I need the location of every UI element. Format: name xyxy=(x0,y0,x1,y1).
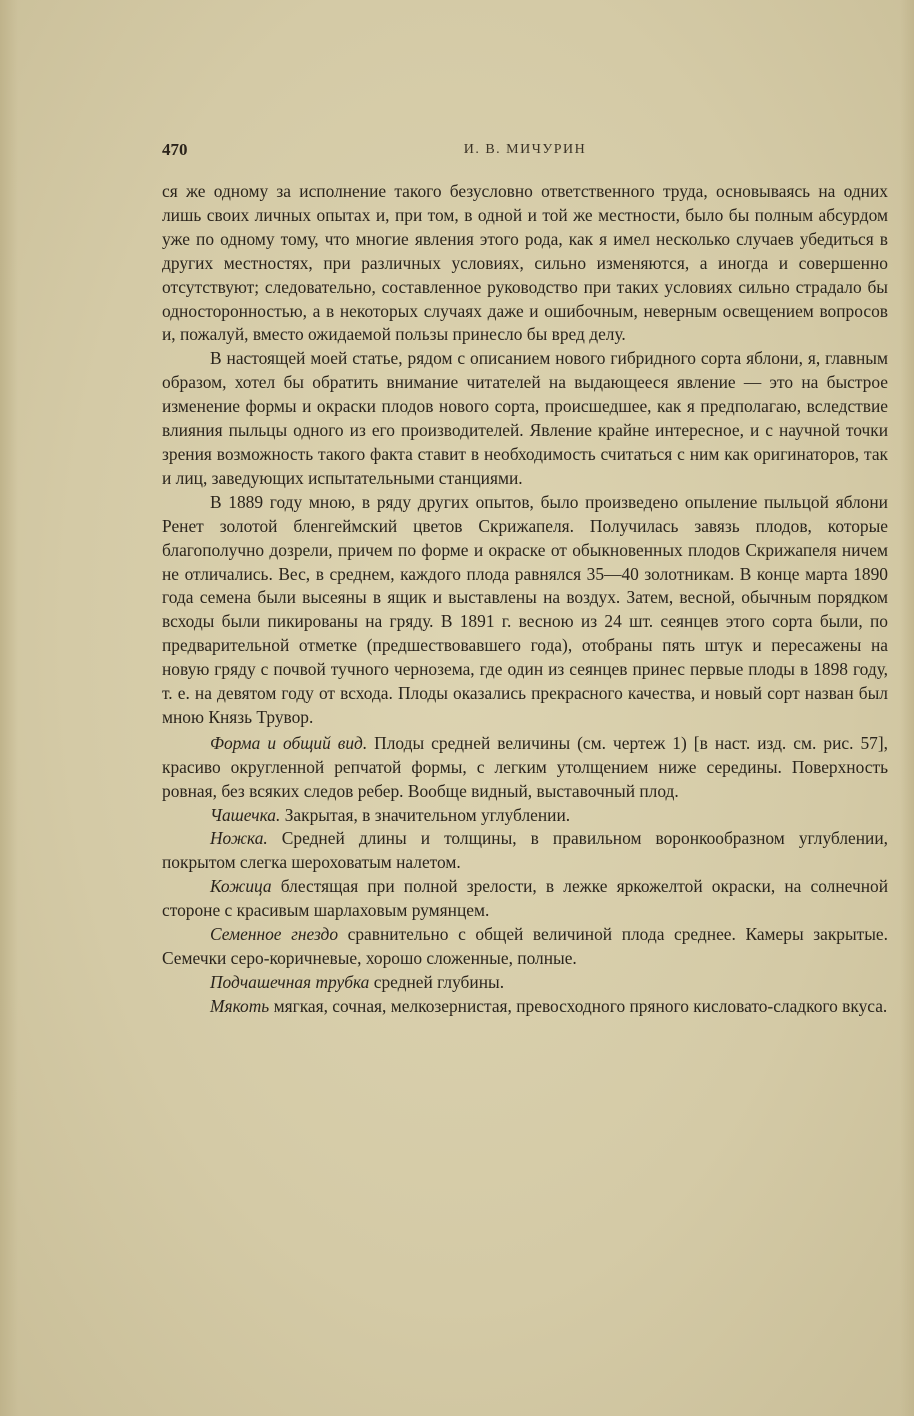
paragraph-lead: Ножка. xyxy=(210,828,268,849)
paragraph-intro xyxy=(162,347,888,490)
paragraph-text: мягкая, сочная, мелкозернистая, превосходного пряного кисловато-сладкого вкуса. xyxy=(269,995,888,1016)
paragraph-text: ся же одному за исполнение такого безусловно ответственного труда, основываясь на одних лишь своих личных опытах и, при том, в одной и той же местности, было бы полным абсурдом уже по одному тому, что многие явления этого рода, как я имел несколько случаев убедиться в других местностях, при различных условиях, сильно изменяются, а иногда и совершенно отсутствуют; следовательно, составленное руководство при таких условиях сильно страдало бы односторонностью, а в некоторых случаях даже и ошибочным, неверным освещением вопросов и, пожалуй, вместо ожидаемой пользы принесло бы вред делу. xyxy=(162,181,888,345)
paragraph-form xyxy=(162,732,888,804)
paragraph-text: В настоящей моей статье, рядом с описанием нового гибридного сорта яблони, я, главным образом, хотел бы обратить внимание читателей на выдающееся явление — это на быстрое изменение формы и окраски плодов нового сорта, происшедшее, как я предполагаю, вследствие влияния пыльцы одного из его производителей. Явление крайне интересное, и с научной точки зрения возможность такого факта ставит в необходимость считаться с ним как оригинаторов, так и лиц, заведующих испытательными станциями. xyxy=(162,348,888,488)
page-edge-shadow-left xyxy=(0,0,18,1416)
paragraph-calyx xyxy=(162,804,888,828)
paragraph-text: Плоды средней величины (см. чертеж 1) [в наст. изд. см. рис. 57], красиво округленной репчатой формы, с легким утолщением ниже середины. Поверхность ровная, без всяких следов ребер. Вообще видный, выставочный плод. xyxy=(162,732,888,801)
body-text xyxy=(162,180,888,1019)
running-head: И. В. МИЧУРИН xyxy=(463,142,587,157)
paragraph-text: Закрытая, в значительном углублении. xyxy=(280,804,571,825)
paragraph-calyx-tube xyxy=(162,971,888,995)
paragraph-text: сравнительно с общей величиной плода среднее. Камеры закрытые. Семечки серо-коричневые, хорошо сложенные, полные. xyxy=(162,924,888,968)
page-edge-shadow-right xyxy=(900,0,914,1416)
paragraph-text: блестящая при полной зрелости, в лежке яркожелтой окраски, на солнечной стороне с красивым шарлаховым румянцем. xyxy=(162,876,888,921)
page-header xyxy=(162,140,888,166)
paragraph-seed-cavity xyxy=(162,923,888,971)
paragraph-lead: Подчашечная трубка xyxy=(210,971,370,992)
paragraph-lead: Семенное гнездо xyxy=(210,924,339,945)
page-number: 470 xyxy=(162,140,188,159)
paragraph-history xyxy=(162,491,888,730)
paragraph-skin xyxy=(162,875,888,923)
paragraph-lead: Кожица xyxy=(210,876,272,897)
paragraph-lead: Мякоть xyxy=(210,995,270,1016)
paragraph-flesh xyxy=(162,995,888,1019)
paragraph-text: В 1889 году мною, в ряду других опытов, было произведено опыление пыльцой яблони Ренет золотой бленгеймский цветов Скрижапеля. Получилась завязь плодов, которые благополучно дозрели, причем по форме и окраске от обыкновенных плодов Скрижапеля ничем не отличались. Вес, в среднем, каждого плода равнялся 35—40 золотникам. В конце марта 1890 года семена были высеяны в ящик и выставлены на воздух. Затем, весной, обычным порядком всходы были пикированы на гряду. В 1891 г. весною из 24 шт. сеянцев этого сорта были, по предварительной отметке (предшествовавшего года), отобраны пять штук и пересажены на новую гряду с почвой тучного чернозема, где один из сеянцев принес первые плоды в 1898 году, т. е. на девятом году от всхода. Плоды оказались прекрасного качества, и новый сорт назван был мною Князь Трувор. xyxy=(162,491,888,727)
paragraph-stalk xyxy=(162,827,888,875)
paragraph-text: средней глубины. xyxy=(369,971,505,992)
paragraph-lead: Чашечка. xyxy=(210,804,281,825)
paragraph-lead: Форма и общий вид. xyxy=(210,732,368,753)
paragraph-text: Средней длины и толщины, в правильном воронкообразном углублении, покрытом слегка шероховатым налетом. xyxy=(162,828,888,873)
paragraph-continuation xyxy=(162,180,888,347)
